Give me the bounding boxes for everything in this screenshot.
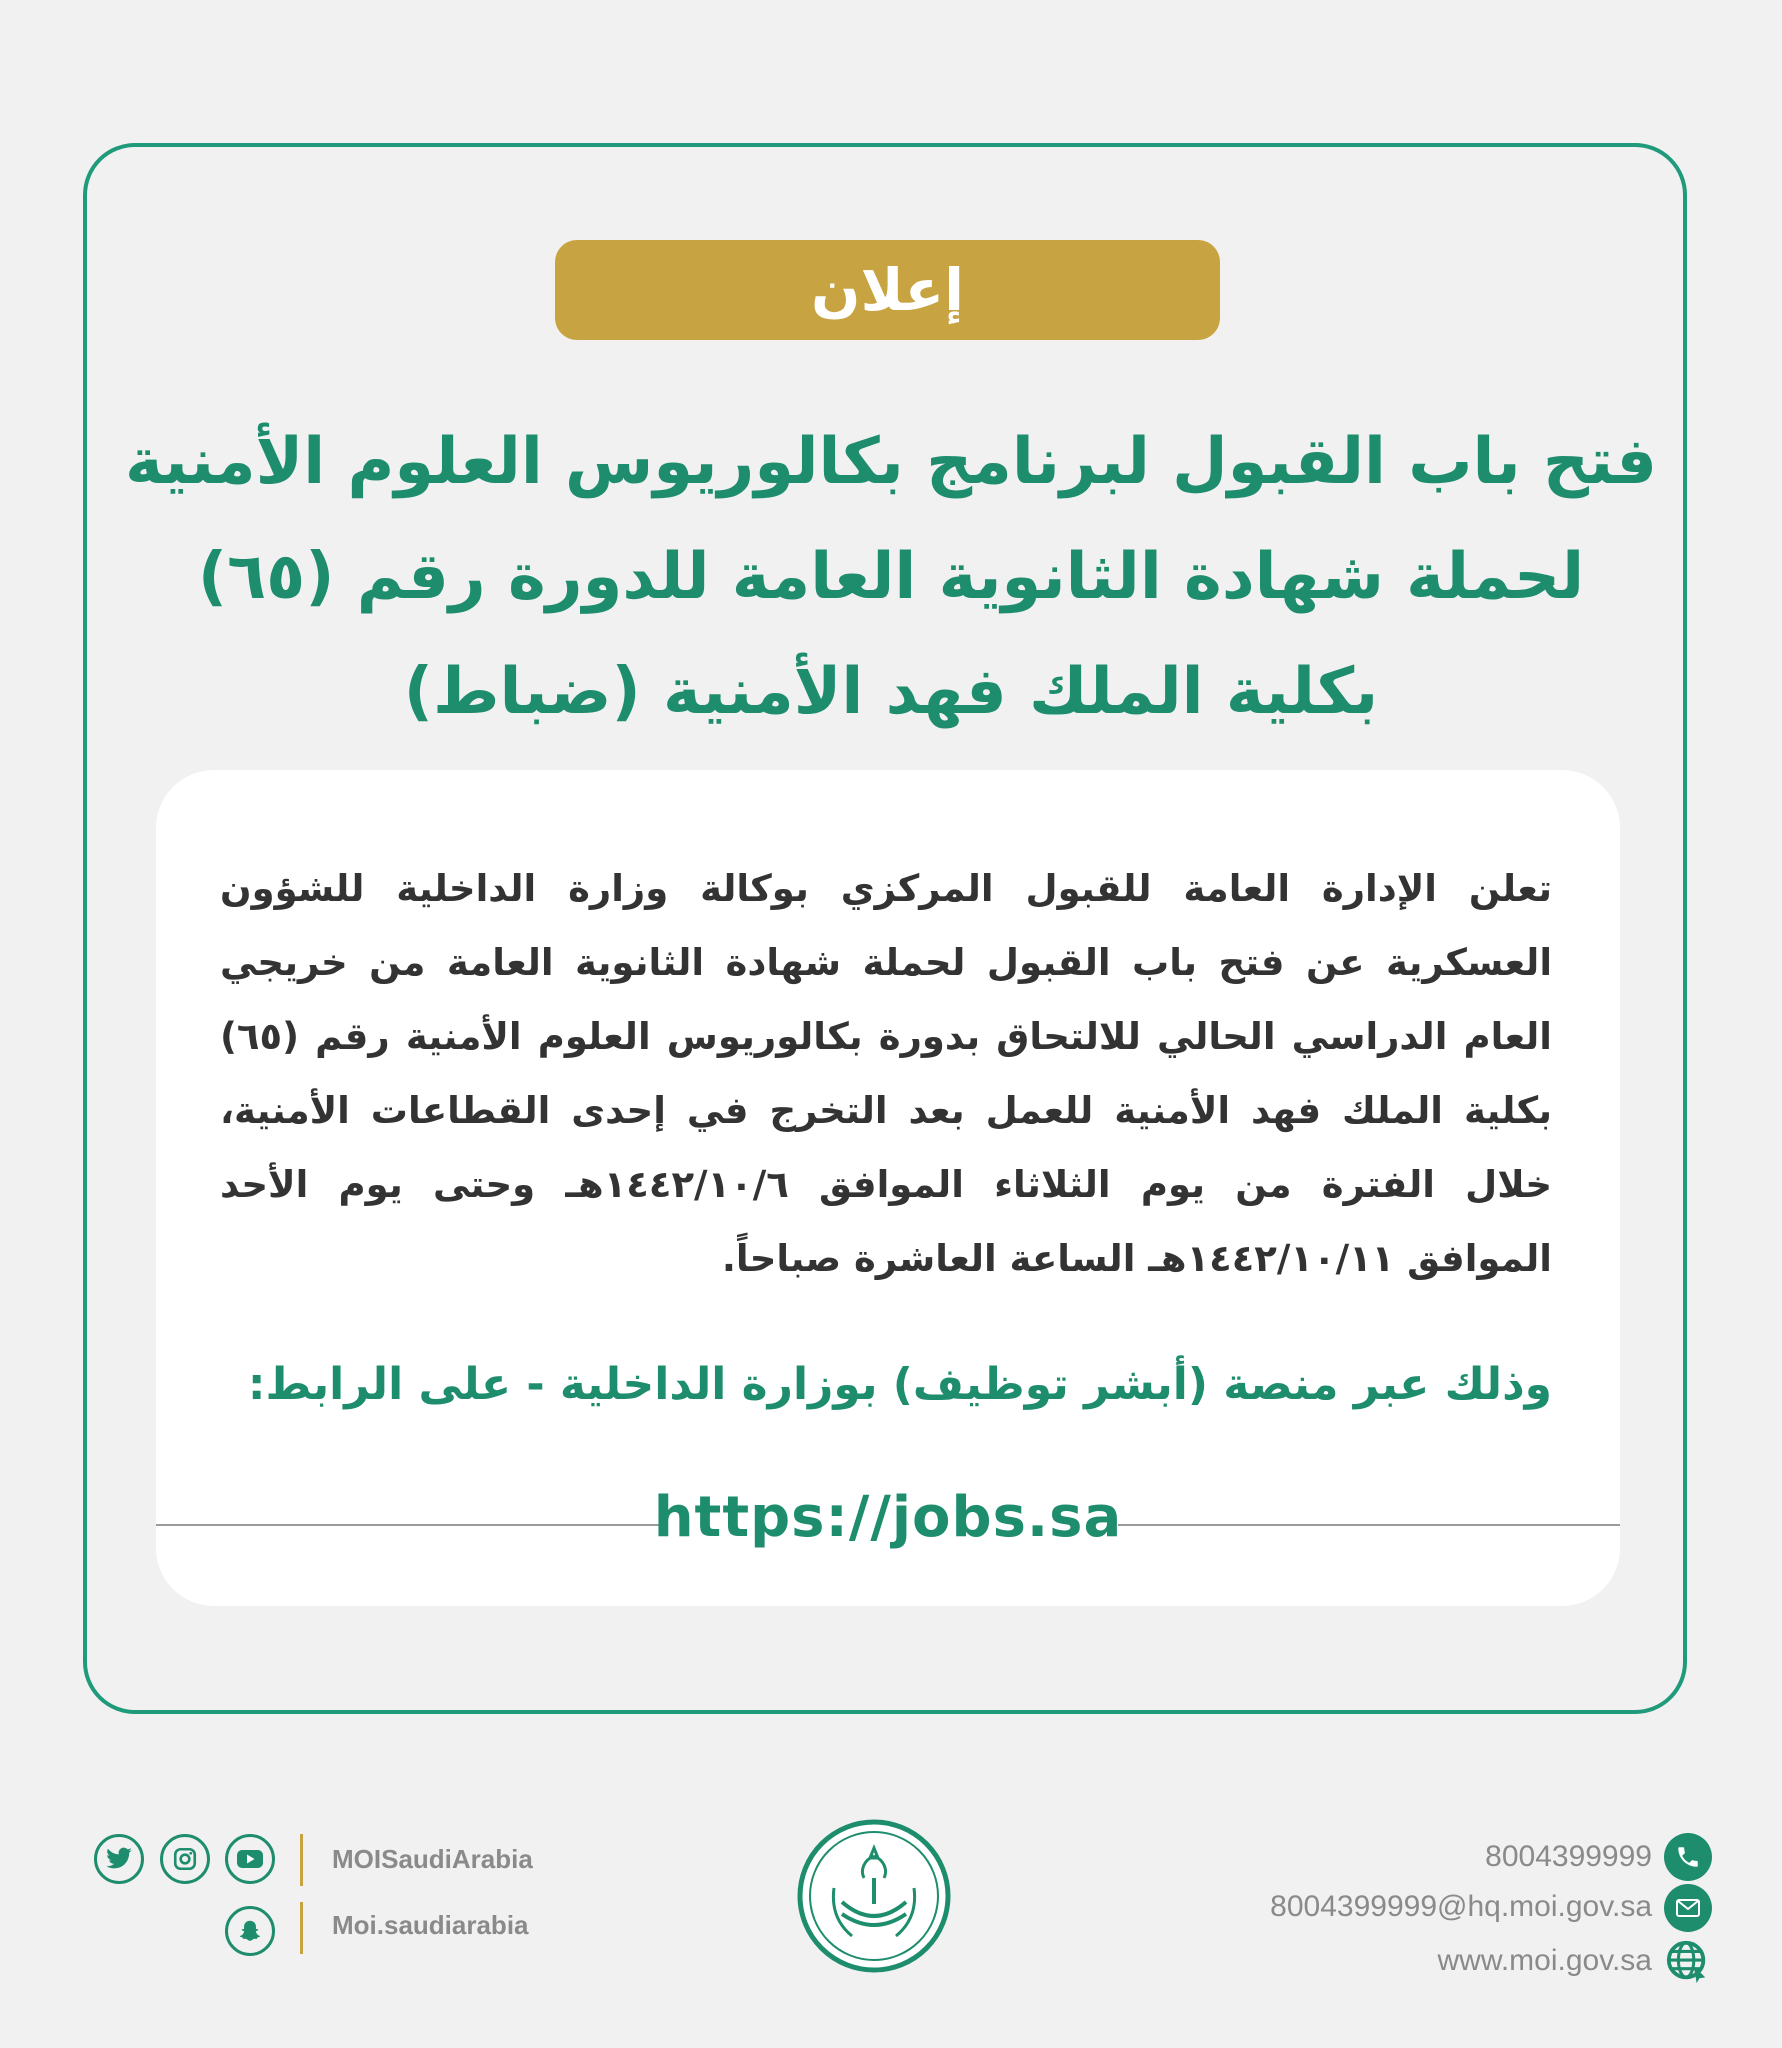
footer-divider-1 — [300, 1834, 303, 1886]
website-address[interactable]: www.moi.gov.sa — [1437, 1944, 1652, 1977]
jobs-link[interactable]: https://jobs.sa — [653, 1485, 1123, 1550]
headline-line-2: لحملة شهادة الثانوية العامة للدورة رقم (٦٥) — [197, 540, 1585, 614]
youtube-icon[interactable] — [225, 1834, 275, 1884]
phone-number[interactable]: 8004399999 — [1485, 1840, 1652, 1873]
announcement-badge — [555, 240, 1220, 340]
email-address[interactable]: 8004399999@hq.moi.gov.sa — [1270, 1890, 1652, 1923]
footer-divider-2 — [300, 1902, 303, 1954]
globe-icon — [1664, 1938, 1712, 1986]
social-handle-1[interactable]: MOISaudiArabia — [332, 1844, 533, 1874]
headline — [120, 405, 1662, 750]
headline-line-1: فتح باب القبول لبرنامج بكالوريوس العلوم الأمنية — [124, 425, 1658, 499]
headline-line-3: بكلية الملك فهد الأمنية (ضباط) — [403, 655, 1379, 729]
ministry-emblem-icon — [796, 1818, 952, 1974]
announcement-body: تعلن الإدارة العامة للقبول المركزي بوكالة وزارة الداخلية للشؤون العسكرية عن فتح باب القبول لحملة شهادة الثانوية العامة من خريجي العام الدراسي الحالي للالتحاق بدورة بكالوريوس العلوم الأمنية رقم (٦٥) بكلية الملك فهد الأمنية للعمل بعد التخرج في إحدى القطاعات الأمنية، خلال الفترة من يوم الثلاثاء الموافق ١٤٤٢/١٠/٦هـ وحتى يوم الأحد الموافق ١٤٤٢/١٠/١١هـ الساعة العاشرة صباحاً. — [220, 867, 1552, 1280]
snapchat-icon[interactable] — [225, 1906, 275, 1956]
email-icon — [1664, 1884, 1712, 1932]
badge-label: إعلان — [810, 256, 965, 324]
social-handle-2[interactable]: Moi.saudiarabia — [332, 1910, 529, 1940]
phone-icon — [1664, 1833, 1712, 1881]
twitter-icon[interactable] — [94, 1834, 144, 1884]
link-row — [156, 1478, 1620, 1558]
platform-text: وذلك عبر منصة (أبشر توظيف) بوزارة الداخلية - على الرابط: — [247, 1359, 1552, 1410]
instagram-icon[interactable] — [160, 1834, 210, 1884]
